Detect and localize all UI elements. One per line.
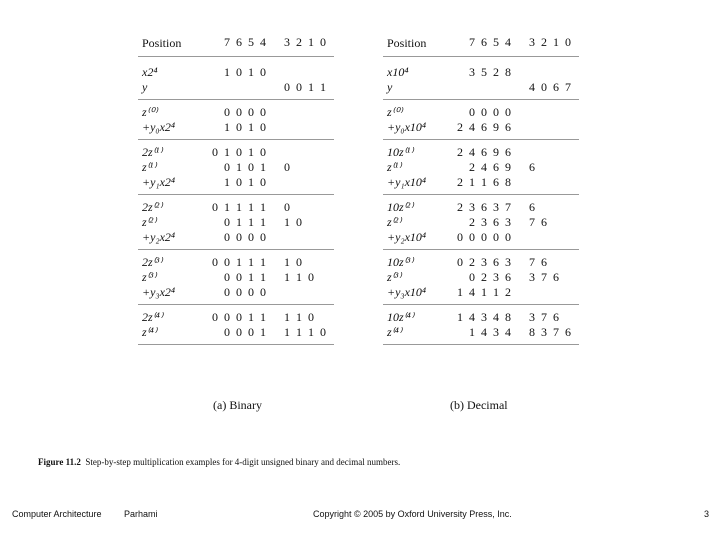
digits-high: 0 0 0 0	[224, 230, 266, 244]
row-label: z⁽³⁾	[387, 270, 402, 284]
position-digits-high: 7 6 5 4	[224, 35, 266, 49]
digits-high: 1 0 1 0	[224, 120, 266, 134]
digits-low: 3 7 6	[529, 270, 559, 284]
table-row	[383, 215, 579, 231]
step-section	[383, 253, 579, 305]
digits-low: 8 3 7 6	[529, 325, 571, 339]
step-section	[383, 103, 579, 140]
step-section	[138, 308, 334, 345]
position-label: Position	[387, 36, 427, 50]
row-label: +y₃x2⁴	[142, 285, 176, 299]
row-label: x2⁴	[142, 65, 158, 79]
table-row	[138, 230, 334, 246]
row-label: +y₃x10⁴	[387, 285, 427, 299]
table-row	[138, 325, 334, 341]
row-label: +y₂x10⁴	[387, 230, 427, 244]
table-row	[383, 160, 579, 176]
digits-high: 0 0 0 1 1	[212, 310, 266, 324]
digits-high: 0 0 0 0 0	[457, 230, 511, 244]
digits-high: 1 4 1 1 2	[457, 285, 511, 299]
digits-high: 2 1 1 6 8	[457, 175, 511, 189]
table-row	[138, 310, 334, 326]
row-label: z⁽¹⁾	[387, 160, 402, 174]
table-row	[138, 285, 334, 301]
digits-high: 2 4 6 9 6	[457, 120, 511, 134]
row-label: 10z⁽¹⁾	[387, 145, 414, 159]
row-label: z⁽²⁾	[142, 215, 157, 229]
table-row	[383, 310, 579, 326]
digits-high: 0 1 1 1	[224, 215, 266, 229]
row-label: +y₁x2⁴	[142, 175, 176, 189]
digits-low: 0	[284, 200, 290, 214]
digits-high: 1 4 3 4	[469, 325, 511, 339]
digits-high: 0 1 1 1 1	[212, 200, 266, 214]
figure-caption	[38, 457, 400, 467]
table-row	[383, 175, 579, 191]
digits-high: 2 3 6 3	[469, 215, 511, 229]
digits-high: 1 0 1 0	[224, 65, 266, 79]
table-row	[383, 65, 579, 81]
digits-high: 0 0 1 1 1	[212, 255, 266, 269]
row-label: +y₁x10⁴	[387, 175, 427, 189]
digits-high: 3 5 2 8	[469, 65, 511, 79]
position-header	[383, 30, 579, 57]
step-section	[383, 143, 579, 195]
digits-high: 2 4 6 9	[469, 160, 511, 174]
digits-low: 1 0	[284, 215, 302, 229]
digits-high: 0 0 0 0	[224, 285, 266, 299]
digits-low: 1 1 0	[284, 270, 314, 284]
step-section	[383, 63, 579, 100]
row-label: 10z⁽³⁾	[387, 255, 414, 269]
position-digits-low: 3 2 1 0	[284, 35, 326, 49]
table-row	[383, 80, 579, 96]
footer-course: Computer Architecture	[12, 509, 102, 519]
step-section	[383, 198, 579, 250]
table-row	[383, 105, 579, 121]
row-label: 2z⁽²⁾	[142, 200, 163, 214]
row-label: +y₂x2⁴	[142, 230, 176, 244]
digits-low: 1 1 1 0	[284, 325, 326, 339]
row-label: 10z⁽⁴⁾	[387, 310, 414, 324]
step-section	[138, 198, 334, 250]
row-label: x10⁴	[387, 65, 409, 79]
step-section	[138, 143, 334, 195]
digits-low: 6	[529, 200, 535, 214]
digits-high: 0 0 1 1	[224, 270, 266, 284]
row-label: z⁽⁰⁾	[387, 105, 403, 119]
row-label: +y₀x2⁴	[142, 120, 176, 134]
position-label: Position	[142, 36, 182, 50]
table-row	[138, 255, 334, 271]
digits-low: 3 7 6	[529, 310, 559, 324]
table-row	[383, 325, 579, 341]
step-section	[138, 63, 334, 100]
row-label: z⁽⁰⁾	[142, 105, 158, 119]
table-row	[138, 175, 334, 191]
table-row	[138, 80, 334, 96]
row-label: z⁽⁴⁾	[387, 325, 402, 339]
row-label: 2z⁽¹⁾	[142, 145, 163, 159]
table-row	[138, 120, 334, 136]
digits-high: 0 2 3 6 3	[457, 255, 511, 269]
position-digits-low: 3 2 1 0	[529, 35, 571, 49]
row-label: z⁽¹⁾	[142, 160, 157, 174]
row-label: 10z⁽²⁾	[387, 200, 414, 214]
table-row	[138, 215, 334, 231]
table-row	[138, 105, 334, 121]
table-row	[138, 145, 334, 161]
figure-caption-text: Step-by-step multiplication examples for 4-digit unsigned binary and decimal numbers.	[85, 457, 401, 467]
digits-low: 7 6	[529, 215, 547, 229]
table-row	[138, 270, 334, 286]
row-label: z⁽³⁾	[142, 270, 157, 284]
digits-high: 1 0 1 0	[224, 175, 266, 189]
row-label: y	[387, 80, 393, 94]
digits-high: 0 2 3 6	[469, 270, 511, 284]
digits-high: 0 0 0 0	[469, 105, 511, 119]
table-row	[138, 200, 334, 216]
row-label: y	[142, 80, 148, 94]
table-row	[138, 65, 334, 81]
row-label: z⁽²⁾	[387, 215, 402, 229]
digits-low: 0	[284, 160, 290, 174]
digits-low: 6	[529, 160, 535, 174]
figure-number: Figure 11.2	[38, 457, 81, 467]
footer-copyright: Copyright © 2005 by Oxford University Press, Inc.	[313, 509, 512, 519]
digits-high: 2 3 6 3 7	[457, 200, 511, 214]
row-label: 2z⁽⁴⁾	[142, 310, 163, 324]
binary-subcaption: (a) Binary	[213, 398, 262, 412]
table-row	[383, 230, 579, 246]
table-row	[383, 200, 579, 216]
step-section	[138, 253, 334, 305]
footer-author: Parhami	[124, 509, 158, 519]
row-label: +y₀x10⁴	[387, 120, 427, 134]
row-label: z⁽⁴⁾	[142, 325, 157, 339]
table-row	[138, 160, 334, 176]
position-header	[138, 30, 334, 57]
step-section	[383, 308, 579, 345]
table-row	[383, 285, 579, 301]
digits-high: 0 0 0 0	[224, 105, 266, 119]
digits-low: 1 0	[284, 255, 302, 269]
digits-high: 1 4 3 4 8	[457, 310, 511, 324]
digits-low: 1 1 0	[284, 310, 314, 324]
footer-page-number: 3	[704, 509, 710, 519]
table-row	[383, 270, 579, 286]
table-row	[383, 145, 579, 161]
step-section	[138, 103, 334, 140]
digits-high: 0 1 0 1 0	[212, 145, 266, 159]
table-row	[383, 120, 579, 136]
row-label: 2z⁽³⁾	[142, 255, 163, 269]
digits-low: 4 0 6 7	[529, 80, 571, 94]
digits-high: 0 0 0 1	[224, 325, 266, 339]
digits-low: 7 6	[529, 255, 547, 269]
decimal-subcaption: (b) Decimal	[450, 398, 508, 412]
table-row	[383, 255, 579, 271]
digits-high: 0 1 0 1	[224, 160, 266, 174]
digits-low: 0 0 1 1	[284, 80, 326, 94]
digits-high: 2 4 6 9 6	[457, 145, 511, 159]
position-digits-high: 7 6 5 4	[469, 35, 511, 49]
